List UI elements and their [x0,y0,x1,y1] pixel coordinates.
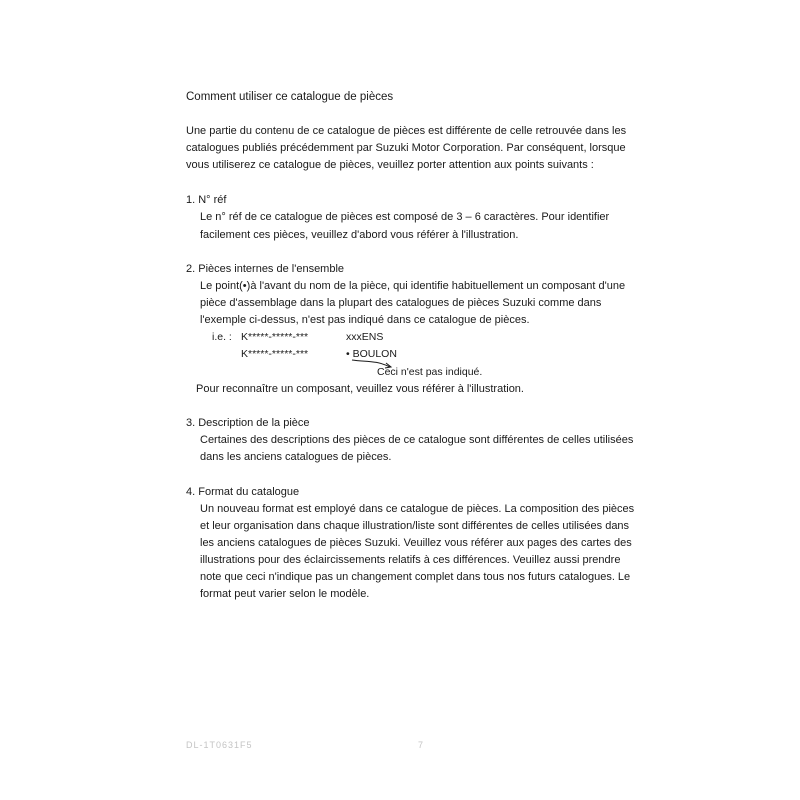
example-part-name: xxxENS [346,331,384,343]
section-line: dans les anciens catalogues de pièces. [200,451,392,463]
section-heading: 4. Format du catalogue [186,486,300,498]
section-line: Le point(•)à l'avant du nom de la pièce, qui identifie habituellement un composant d'une [200,280,626,292]
section-line: format peut varier selon le modèle. [200,588,370,600]
section-line: note que ceci n'indique pas un changement complet dans tous nos futurs catalogues. Le [200,571,631,583]
section-line: Un nouveau format est employé dans ce catalogue de pièces. La composition des pièces [200,503,635,515]
section-heading: 3. Description de la pièce [186,417,310,429]
intro-line: Une partie du contenu de ce catalogue de pièces est différente de celle retrouvée dans les [186,125,627,137]
footer-code: DL-1T0631F5 [186,740,253,750]
section-line: illustrations pour des éclaircissements relatifs à ces différences. Veuillez aussi prendre [200,554,621,566]
intro-line: vous utiliserez ce catalogue de pièces, veuillez porter attention aux points suivants : [186,159,594,171]
section-line: les anciens catalogues de pièces Suzuki. Veuillez vous référer aux pages des cartes des [200,537,632,549]
example-note: Ceci n'est pas indiqué. [377,366,483,378]
example-code: K*****-*****-*** [241,331,309,343]
section-line: Certaines des descriptions des pièces de ce catalogue sont différentes de celles utilisées [200,434,634,446]
example-ie-label: i.e. : [212,331,232,343]
section-line: l'exemple ci-dessus, n'est pas indiqué dans ce catalogue de pièces. [200,314,530,326]
section-line: facilement ces pièces, veuillez d'abord vous référer à l'illustration. [200,229,519,241]
page-number: 7 [418,740,425,750]
section-heading: 2. Pièces internes de l'ensemble [186,263,345,275]
intro-line: catalogues publiés précédemment par Suzuki Motor Corporation. Par conséquent, lorsque [186,142,626,154]
section-line: et leur organisation dans chaque illustration/liste sont différentes de celles utilisées dans [200,520,630,532]
example-part-name: • BOULON [346,348,397,360]
section-line: Le n° réf de ce catalogue de pièces est composé de 3 – 6 caractères. Pour identifier [200,211,610,223]
example-code: K*****-*****-*** [241,348,309,360]
section-line: pièce d'assemblage dans la plupart des catalogues de pièces Suzuki comme dans [200,297,602,309]
section-heading: 1. N° réf [186,194,227,206]
page-title: Comment utiliser ce catalogue de pièces [186,91,394,103]
section-line: Pour reconnaître un composant, veuillez vous référer à l'illustration. [196,383,524,395]
